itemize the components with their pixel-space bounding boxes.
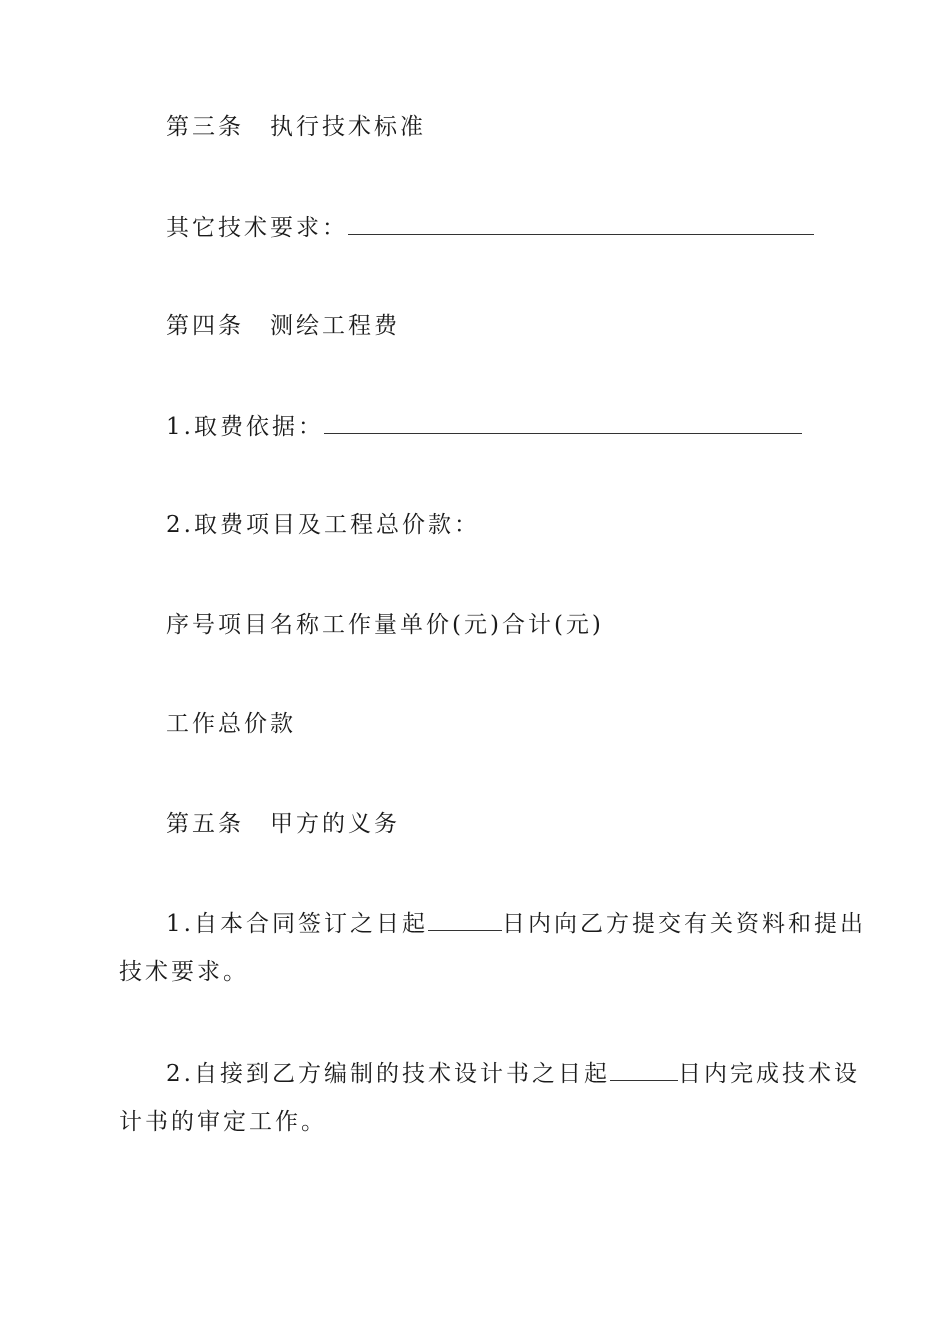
other-tech-label: 其它技术要求：: [166, 215, 348, 241]
other-tech-requirements: [166, 212, 814, 243]
duty-1-line-1: [166, 908, 866, 939]
fee-table-header: [166, 610, 604, 640]
fee-basis-blank[interactable]: [324, 411, 802, 434]
fee-items-label: 2.取费项目及工程总价款：: [166, 512, 480, 538]
duty-2-after-blank: 日内完成技术设: [677, 1061, 860, 1087]
fee-basis: [166, 411, 802, 442]
fee-items-heading: [166, 510, 480, 540]
duty-1-after-blank: 日内向乙方提交有关资料和提出: [501, 911, 866, 937]
article-5-number: 第五条: [166, 811, 244, 837]
duty-2-continuation: 计书的审定工作。: [119, 1109, 327, 1135]
article-4-number: 第四条: [166, 313, 244, 339]
fee-table-total-label: 工作总价款: [166, 711, 296, 737]
duty-2-line-2: [119, 1107, 327, 1137]
article-3-title: 执行技术标准: [270, 114, 426, 140]
fee-table-header-text: 序号项目名称工作量单价(元)合计(元): [166, 612, 604, 638]
article-3-heading: [166, 112, 426, 142]
duty-1-days-blank[interactable]: [428, 908, 502, 931]
duty-1-continuation: 技术要求。: [119, 959, 249, 985]
fee-basis-label: 1.取费依据：: [166, 414, 324, 440]
article-4-heading: [166, 311, 400, 341]
article-5-title: 甲方的义务: [270, 811, 400, 837]
duty-1-line-2: [119, 957, 249, 987]
duty-2-days-blank[interactable]: [610, 1058, 678, 1081]
duty-2-line-1: [166, 1058, 860, 1089]
duty-2-before-blank: 2.自接到乙方编制的技术设计书之日起: [166, 1061, 610, 1087]
article-3-number: 第三条: [166, 114, 244, 140]
article-5-heading: [166, 809, 400, 839]
duty-1-before-blank: 1.自本合同签订之日起: [166, 911, 428, 937]
other-tech-blank[interactable]: [348, 212, 814, 235]
fee-table-total: [166, 709, 296, 739]
article-4-title: 测绘工程费: [270, 313, 400, 339]
